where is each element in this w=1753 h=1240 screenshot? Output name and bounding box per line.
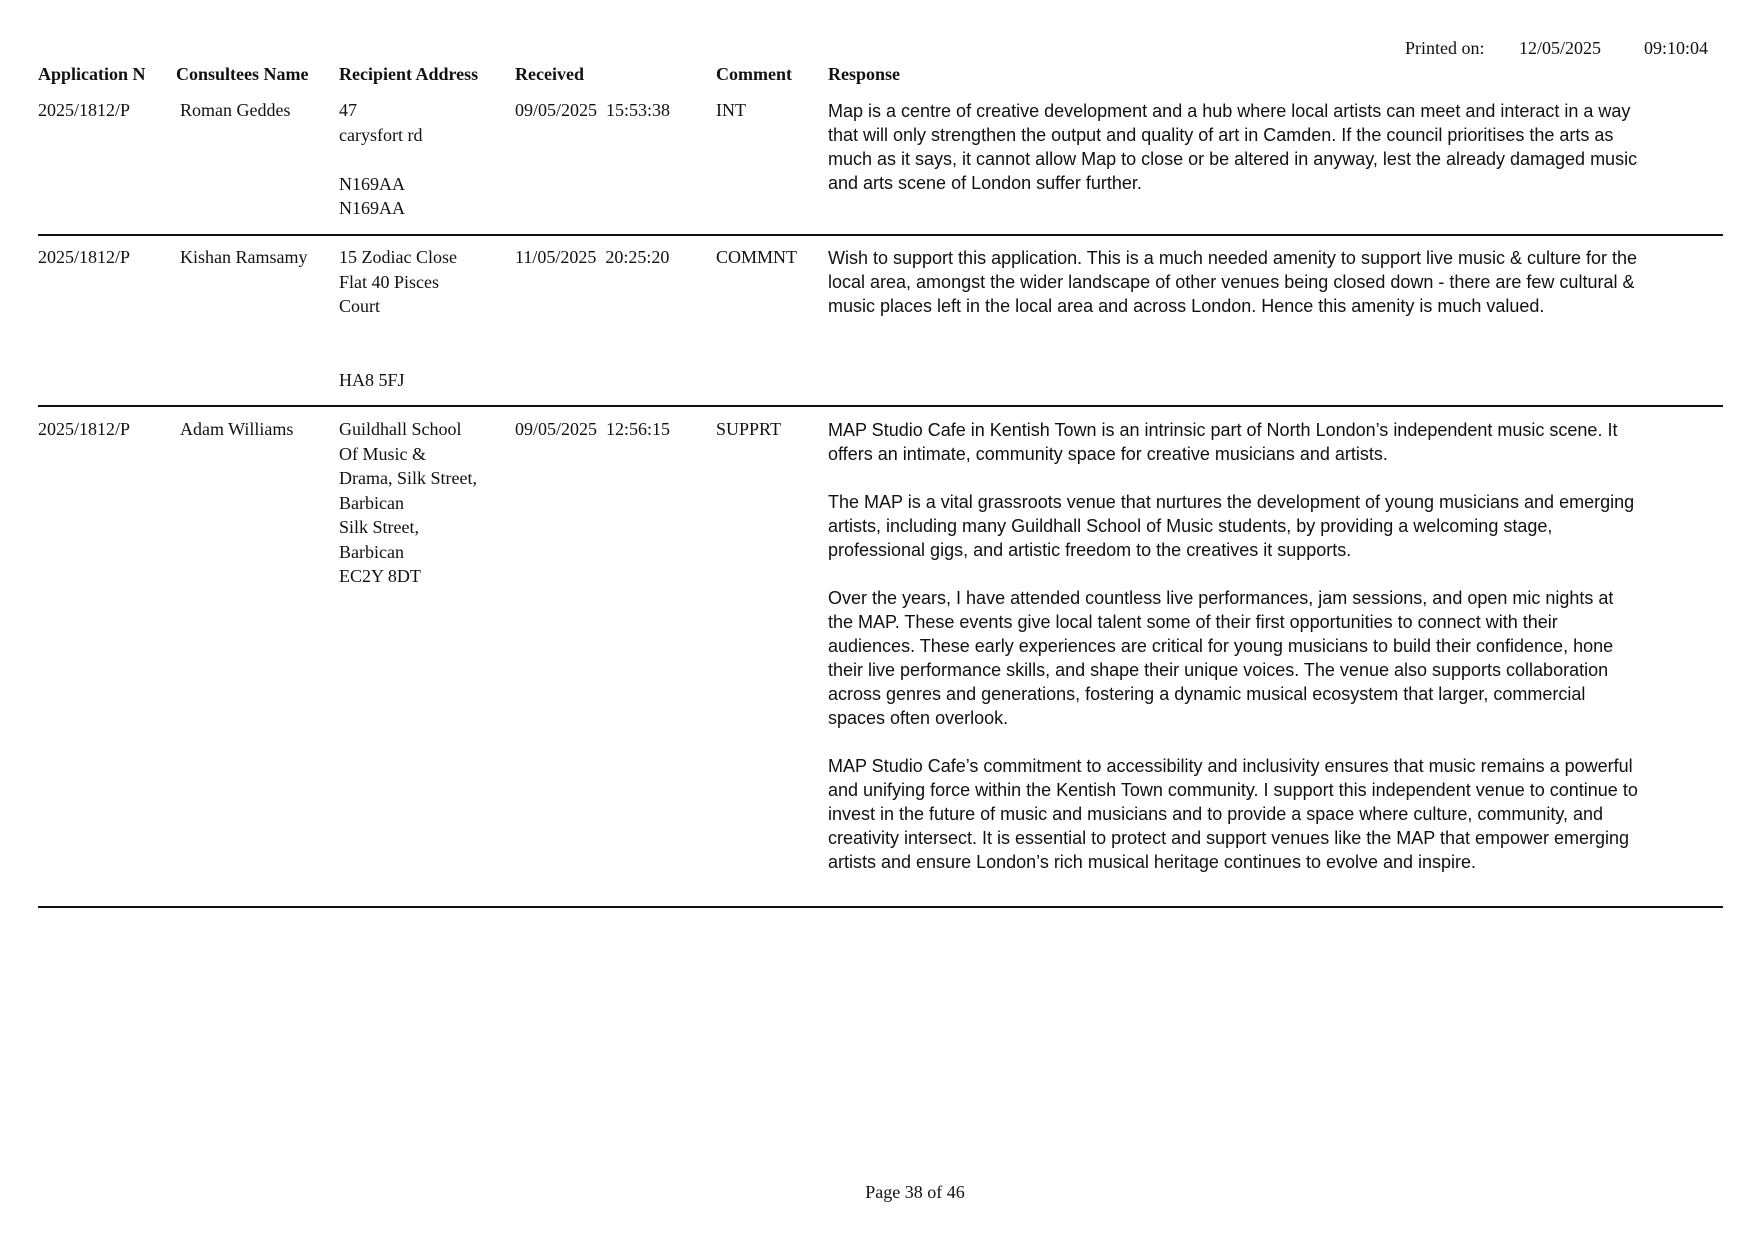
- address-line: N169AA: [339, 198, 405, 218]
- comment-type: SUPPRT: [716, 419, 781, 439]
- address-line: Drama, Silk Street,: [339, 468, 477, 488]
- response-text: [828, 246, 1638, 318]
- address-line: [339, 147, 422, 172]
- address-line: HA8 5FJ: [339, 369, 405, 390]
- column-header-address: Recipient Address: [339, 64, 479, 84]
- address-line: Of Music &: [339, 443, 426, 464]
- address-line: Silk Street,: [339, 517, 419, 537]
- recipient-address: [339, 98, 422, 221]
- row-divider: [38, 906, 1723, 908]
- application-number: 2025/1812/P: [38, 100, 131, 120]
- response-paragraph: Map is a centre of creative development and a hub where local artists can meet and interact in a way that will only strengthen the output and quality of art in Camden. If the council prioritises the arts as much as it says, it cannot allow Map to close or be altered in anyway, lest the already damaged music and arts scene of London suffer further.: [828, 101, 1638, 193]
- row-divider: [38, 405, 1723, 407]
- address-line: Guildhall School: [339, 419, 462, 439]
- column-header-consultee: Consultees Name: [176, 64, 309, 84]
- address-line: Court: [339, 296, 381, 316]
- address-line: 47: [339, 100, 357, 120]
- comment-type: INT: [716, 100, 746, 120]
- response-paragraph: Over the years, I have attended countless live performances, jam sessions, and open mic nights at the MAP. These events give local talent some of their first opportunities to connect with their audiences. These early experiences are critical for young musicians to build their confidence, hone their live performance skills, and shape their unique voices. The venue also supports collaboration across genres and generations, fostering a dynamic musical ecosystem that larger, commercial spaces often overlook.: [828, 588, 1614, 728]
- recipient-address: [339, 245, 457, 392]
- response-paragraph: MAP Studio Cafe in Kentish Town is an intrinsic part of North London’s independent music scene. It offers an intimate, community space for creative musicians and artists.: [828, 420, 1618, 464]
- row-divider: [38, 234, 1723, 236]
- recipient-address: [339, 417, 477, 589]
- column-header-response: Response: [828, 64, 901, 84]
- response-text: [828, 418, 1638, 874]
- address-line: Barbican: [339, 541, 404, 562]
- response-paragraph: The MAP is a vital grassroots venue that nurtures the development of young musicians and emerging artists, including many Guildhall School of Music students, by providing a welcoming stage, professional gigs, and artistic freedom to the creatives it supports.: [828, 492, 1635, 560]
- address-line: Barbican: [339, 492, 404, 513]
- address-line: N169AA: [339, 173, 405, 194]
- column-header-comment: Comment: [716, 64, 792, 84]
- page-number: Page 38 of 46: [865, 1182, 965, 1202]
- response-text: [828, 99, 1638, 195]
- address-line: Flat 40 Pisces: [339, 271, 440, 292]
- printed-on: [1405, 38, 1708, 59]
- address-line: carysfort rd: [339, 124, 423, 145]
- consultee-name: Adam Williams: [180, 419, 294, 439]
- consultee-name: Roman Geddes: [180, 100, 291, 120]
- received-datetime: 11/05/2025 20:25:20: [515, 247, 670, 267]
- received-datetime: 09/05/2025 12:56:15: [515, 419, 671, 439]
- printed-date: 12/05/2025: [1519, 38, 1602, 58]
- response-paragraph: MAP Studio Cafe’s commitment to accessibility and inclusivity ensures that music remains a powerful and unifying force within the Kentish Town community. I support this independent venue to continue to invest in the future of music and musicians and to provide a space where culture, community, and creativity intersect. It is essential to protect and support venues like the MAP that empower emerging artists and ensure London’s rich musical heritage continues to evolve and inspire.: [828, 756, 1638, 872]
- address-line: 15 Zodiac Close: [339, 247, 457, 267]
- column-header-received: Received: [515, 64, 584, 84]
- received-datetime: 09/05/2025 15:53:38: [515, 100, 671, 120]
- address-line: [339, 343, 457, 368]
- printed-label: Printed on:: [1405, 38, 1485, 58]
- address-line: [339, 319, 457, 344]
- comment-type: COMMNT: [716, 247, 798, 267]
- application-number: 2025/1812/P: [38, 419, 131, 439]
- consultee-name: Kishan Ramsamy: [180, 247, 308, 267]
- column-header-application: Application N: [38, 64, 146, 84]
- address-line: EC2Y 8DT: [339, 566, 421, 586]
- response-paragraph: Wish to support this application. This is a much needed amenity to support live music & culture for the local area, amongst the wider landscape of other venues being closed down - there are few cultural & music places left in the local area and across London. Hence this amenity is much valued.: [828, 248, 1638, 316]
- printed-time: 09:10:04: [1644, 38, 1709, 58]
- application-number: 2025/1812/P: [38, 247, 131, 267]
